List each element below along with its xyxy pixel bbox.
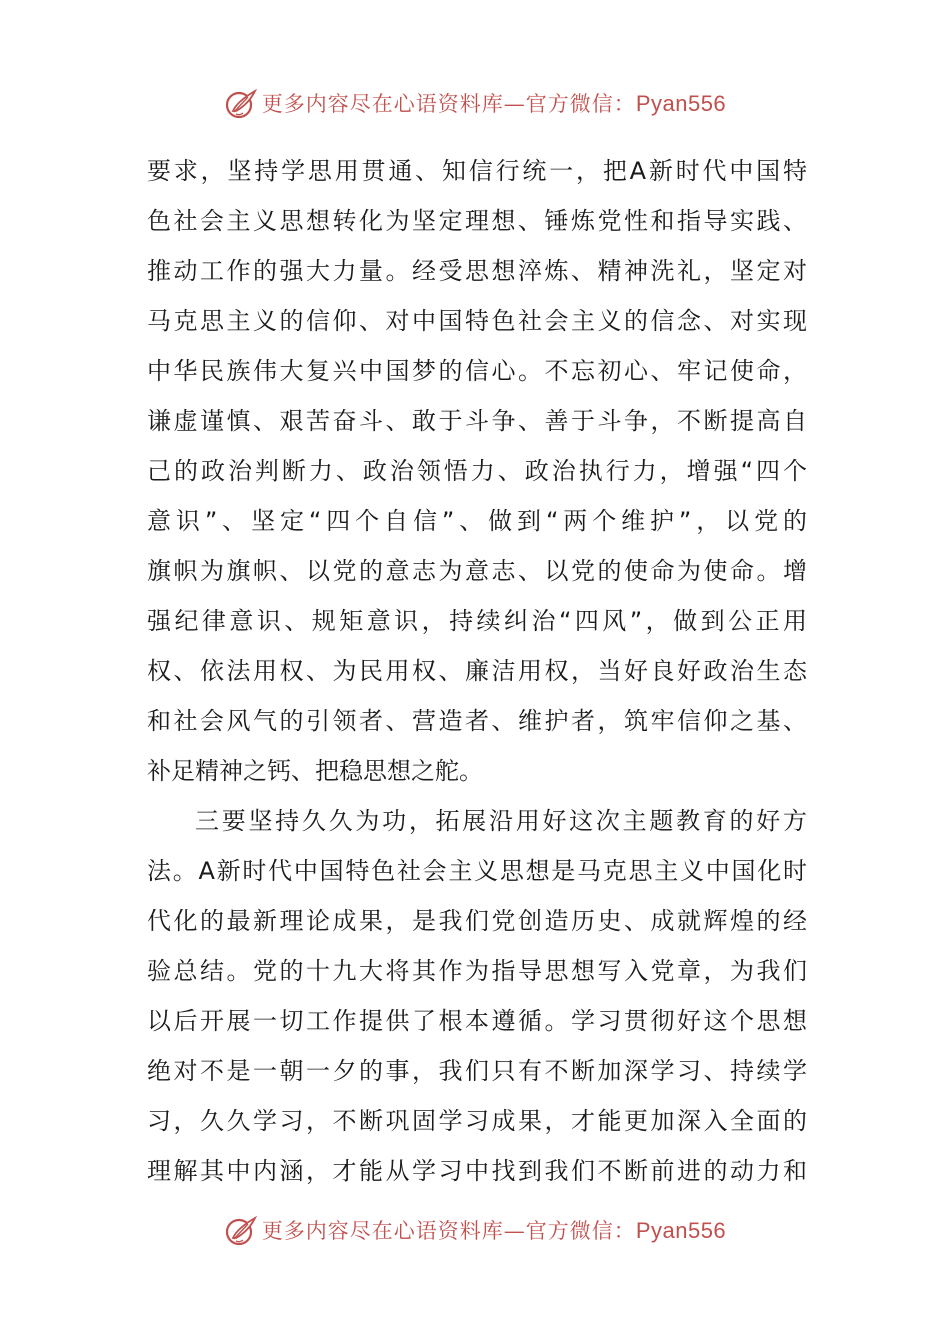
text-line: 权、依法用权、为民用权、廉洁用权，当好良好政治生态 (147, 657, 807, 685)
text-line: 理解其中内涵，才能从学习中找到我们不断前进的动力和 (147, 1157, 807, 1185)
text-line: 验总结。党的十九大将其作为指导思想写入党章，为我们 (147, 957, 807, 985)
body-text (147, 146, 807, 1196)
text-line: 色社会主义思想转化为坚定理想、锤炼党性和指导实践、 (147, 207, 807, 235)
header-banner-wechat-id: Pyan556 (635, 91, 727, 116)
text-line: 以后开展一切工作提供了根本遵循。学习贯彻好这个思想 (147, 1007, 807, 1035)
footer-banner-text: 更多内容尽在心语资料库—官方微信： (261, 1218, 636, 1243)
footer-banner-wechat-id: Pyan556 (635, 1218, 727, 1243)
text-line: 意识”、坚定“四个自信”、做到“两个维护”，以党的 (147, 507, 807, 535)
text-line: 中华民族伟大复兴中国梦的信心。不忘初心、牢记使命， (147, 357, 807, 385)
text-line: 法。A新时代中国特色社会主义思想是马克思主义中国化时 (147, 857, 807, 885)
text-line: 马克思主义的信仰、对中国特色社会主义的信念、对实现 (147, 307, 807, 335)
text-line: 补足精神之钙、把稳思想之舵。 (147, 757, 483, 785)
quill-logo-icon (224, 87, 258, 121)
text-line: 代化的最新理论成果，是我们党创造历史、成就辉煌的经 (147, 907, 807, 935)
text-line: 要求，坚持学思用贯通、知信行统一，把A新时代中国特 (147, 157, 807, 185)
text-line: 推动工作的强大力量。经受思想淬炼、精神洗礼，坚定对 (147, 257, 807, 285)
header-banner (0, 84, 950, 124)
paragraph-first-line: 三要坚持久久为功，拓展沿用好这次主题教育的好方 (195, 807, 807, 835)
text-line: 旗帜为旗帜、以党的意志为意志、以党的使命为使命。增 (147, 557, 807, 585)
text-line: 和社会风气的引领者、营造者、维护者，筑牢信仰之基、 (147, 707, 807, 735)
quill-logo-icon (224, 1214, 258, 1248)
text-line: 强纪律意识、规矩意识，持续纠治“四风”，做到公正用 (147, 607, 807, 635)
header-banner-text: 更多内容尽在心语资料库—官方微信： (261, 91, 636, 116)
footer-banner (0, 1211, 950, 1251)
text-line: 绝对不是一朝一夕的事，我们只有不断加深学习、持续学 (147, 1057, 807, 1085)
text-line: 习，久久学习，不断巩固学习成果，才能更加深入全面的 (147, 1107, 807, 1135)
text-line: 谦虚谨慎、艰苦奋斗、敢于斗争、善于斗争，不断提高自 (147, 407, 807, 435)
text-line: 己的政治判断力、政治领悟力、政治执行力，增强“四个 (147, 457, 807, 485)
